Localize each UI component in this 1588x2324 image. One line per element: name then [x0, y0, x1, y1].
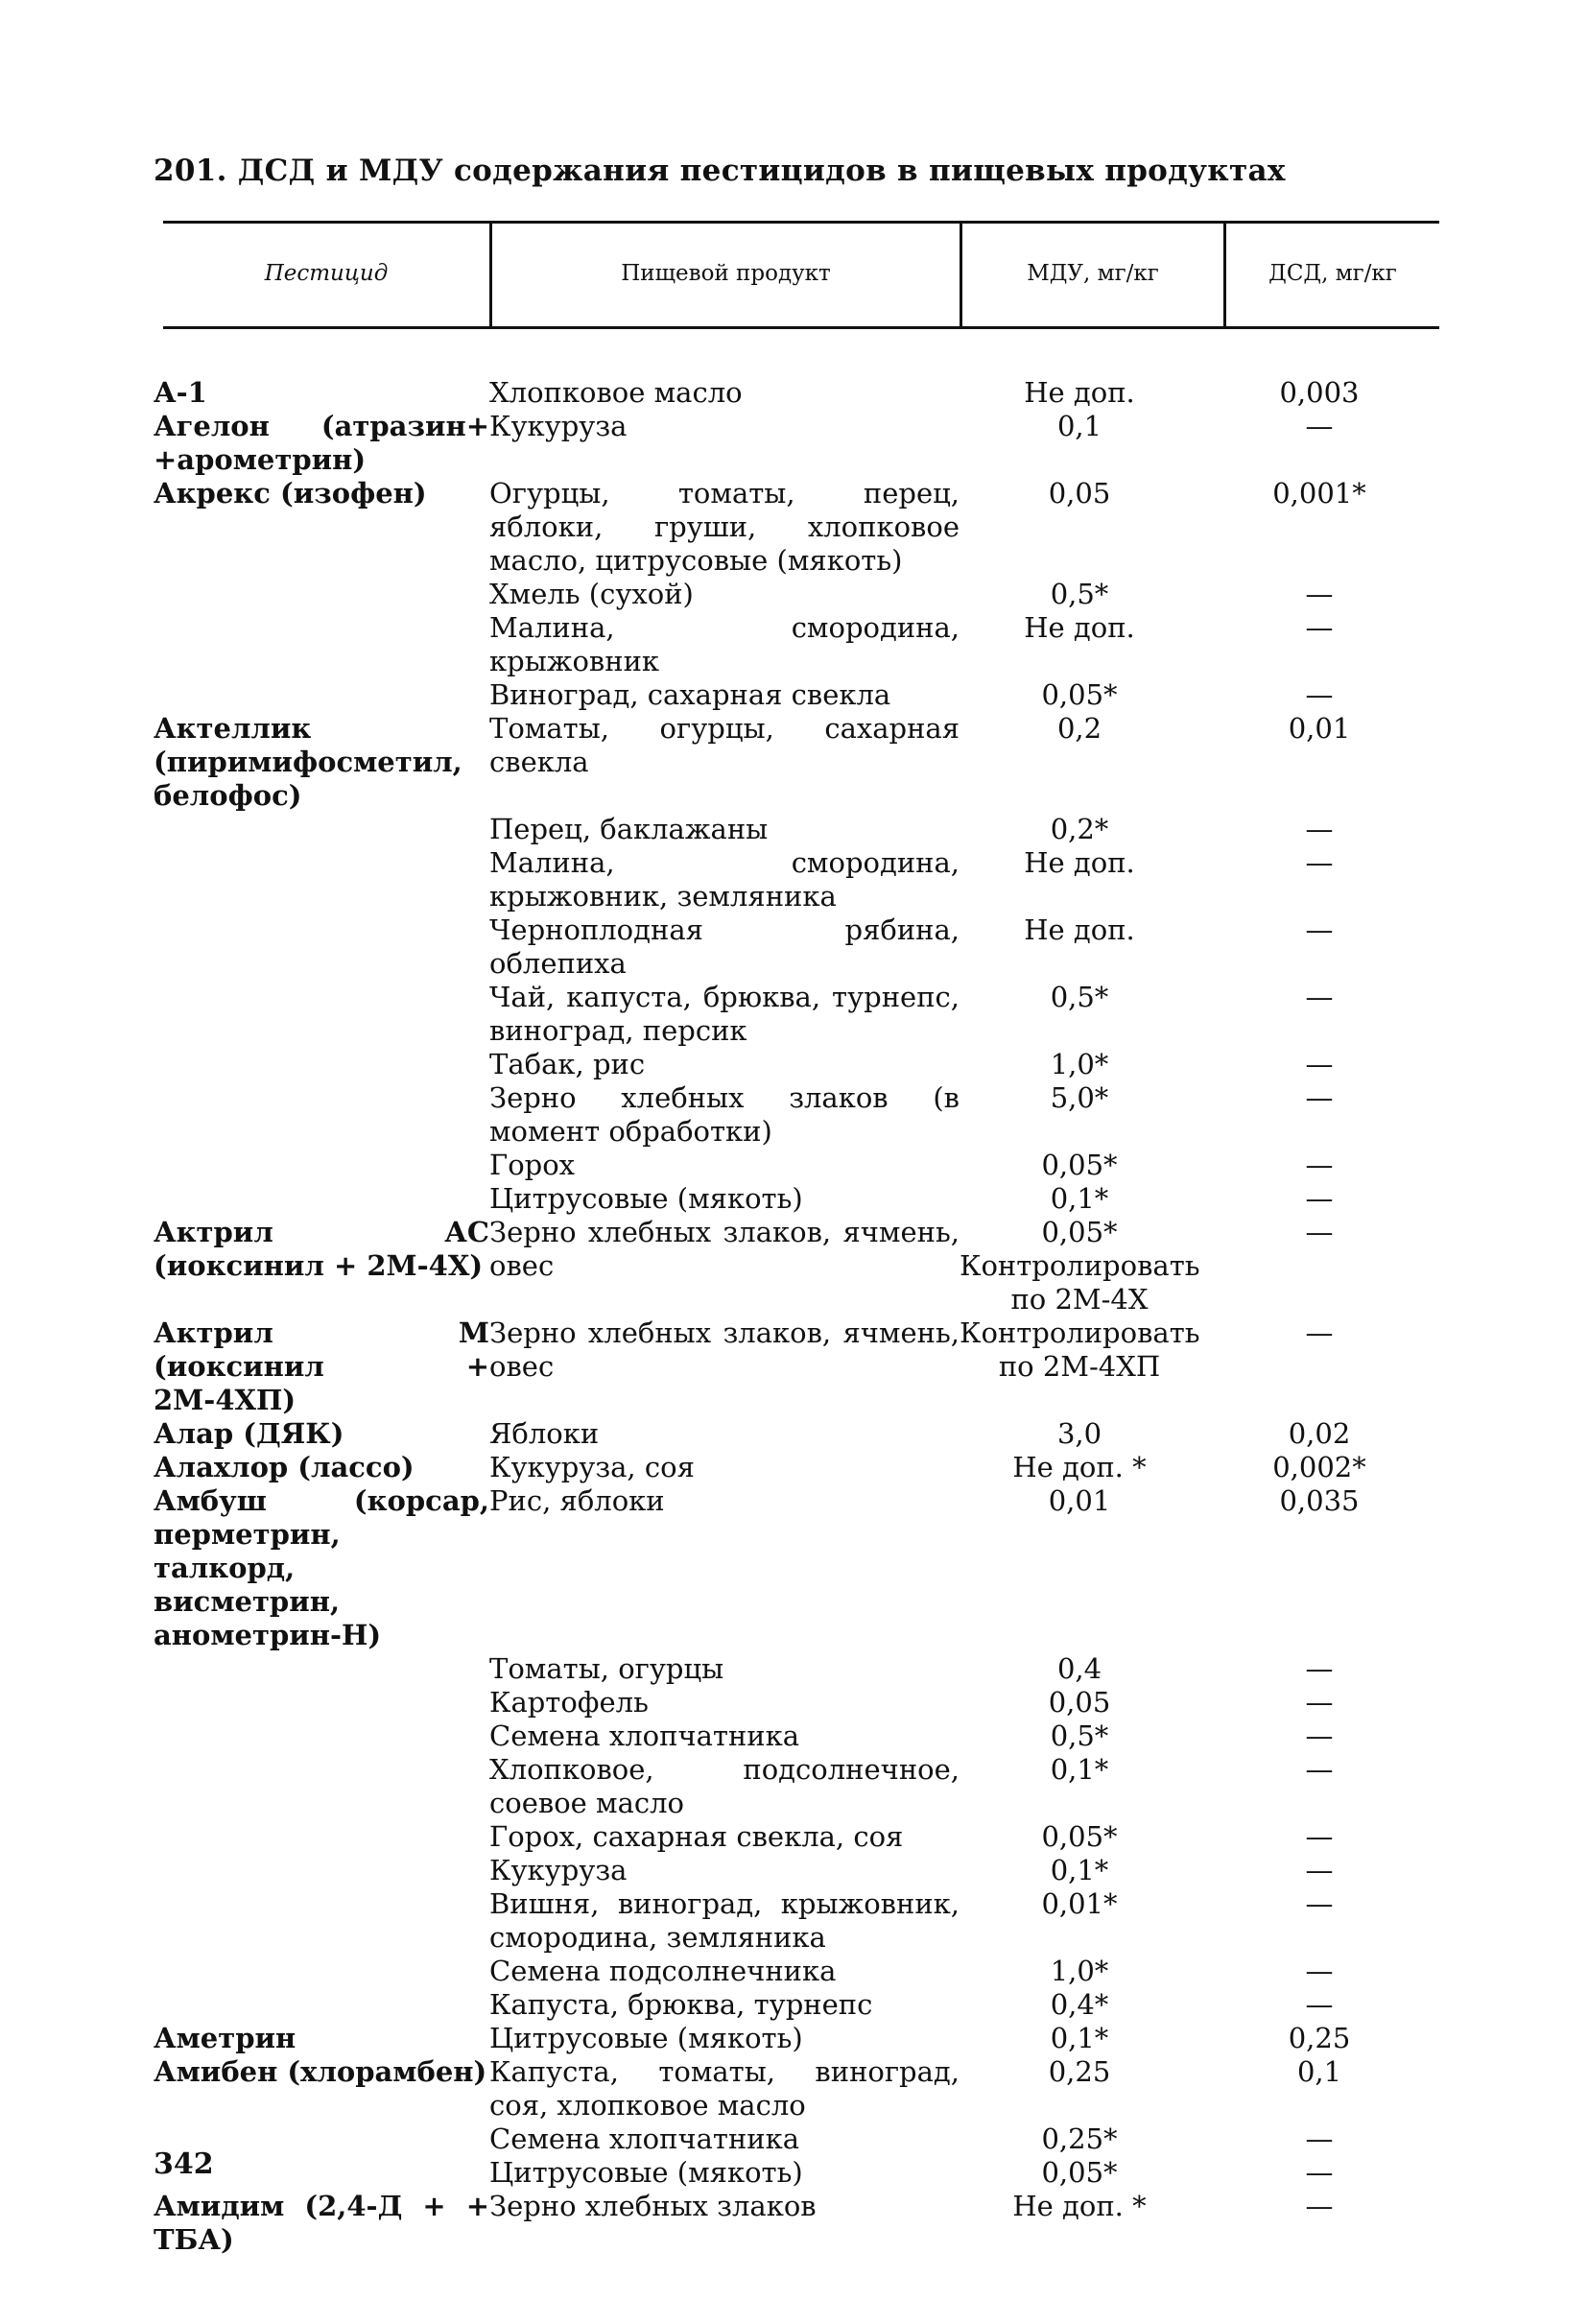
table-row: [154, 1081, 1439, 1149]
dsd-cell: —: [1305, 2156, 1334, 2189]
mdu-cell: 0,2*: [1050, 813, 1109, 845]
mdu-cell: 1,0*: [1050, 1955, 1109, 1987]
table-row: [154, 1854, 1439, 1887]
header-pesticide: Пестицид: [264, 261, 389, 286]
food-cell: Рис, яблоки: [489, 1484, 665, 1517]
food-cell: Хлопковое, подсолнечное, соевое масло: [489, 1753, 960, 1819]
dsd-cell: 0,003: [1279, 376, 1360, 409]
dsd-cell: —: [1305, 846, 1334, 879]
dsd-cell: —: [1305, 1955, 1334, 1987]
food-cell: Малина, смородина, крыжовник: [489, 611, 960, 677]
mdu-cell: 0,1*: [1050, 1854, 1109, 1886]
food-cell: Яблоки: [489, 1417, 600, 1450]
mdu-cell: 0,25*: [1041, 2122, 1118, 2155]
food-cell: Томаты, огурцы: [489, 1652, 724, 1685]
dsd-cell: —: [1305, 678, 1334, 711]
mdu-cell: 0,05* Контролировать по 2М-4Х: [960, 1216, 1200, 1316]
header-bottom-rule: [163, 326, 1439, 329]
pesticide-table: [154, 376, 1439, 2257]
mdu-cell: 0,05*: [1041, 1820, 1118, 1853]
mdu-cell: 0,5*: [1050, 981, 1109, 1013]
food-cell: Семена подсолнечника: [489, 1955, 837, 1987]
mdu-cell: Не доп. *: [1012, 2190, 1147, 2222]
header-top-rule: [163, 221, 1439, 224]
mdu-cell: 0,1*: [1050, 1182, 1109, 1215]
mdu-cell: 0,05: [1048, 1686, 1111, 1719]
pesticide-cell: [154, 913, 489, 981]
dsd-cell: —: [1305, 913, 1334, 946]
mdu-cell: Контролировать по 2М-4ХП: [960, 1316, 1200, 1383]
dsd-cell: —: [1305, 1081, 1334, 1114]
food-cell: Томаты, огурцы, сахарная свекла: [489, 712, 960, 778]
food-cell: Зерно хлебных злаков (в момент обработки): [489, 1081, 960, 1148]
dsd-cell: 0,002*: [1272, 1451, 1366, 1483]
table-row: [154, 1955, 1439, 1988]
food-cell: Хмель (сухой): [489, 578, 694, 610]
mdu-cell: Не доп.: [1024, 846, 1135, 879]
food-cell: Кукуруза: [489, 410, 628, 442]
table-row: [154, 1316, 1439, 1417]
pesticide-cell: Акрекс (изофен): [154, 477, 427, 510]
food-cell: Табак, рис: [489, 1048, 646, 1080]
pesticide-cell: [154, 1955, 489, 1988]
mdu-cell: 0,25: [1048, 2055, 1111, 2088]
food-cell: Кукуруза, соя: [489, 1451, 695, 1483]
food-cell: Цитрусовые (мякоть): [489, 2022, 803, 2054]
food-cell: Перец, баклажаны: [489, 813, 769, 845]
mdu-cell: Не доп.: [1024, 611, 1135, 644]
pesticide-cell: Амидим (2,4-Д + + ТБА): [154, 2190, 489, 2256]
dsd-cell: —: [1305, 611, 1334, 644]
table-row: [154, 1686, 1439, 1719]
pesticide-cell: [154, 1820, 489, 1854]
page-number: 342: [154, 2147, 214, 2181]
mdu-cell: 0,1*: [1050, 2022, 1109, 2054]
pesticide-cell: [154, 1048, 489, 1081]
pesticide-cell: Амибен (хлорамбен): [154, 2055, 487, 2088]
mdu-cell: 0,1: [1056, 410, 1102, 442]
table-row: [154, 2190, 1439, 2257]
table-row: [154, 1149, 1439, 1182]
table-row: [154, 1988, 1439, 2022]
dsd-cell: —: [1305, 1820, 1334, 1853]
food-cell: Капуста, томаты, виноград, соя, хлопковое масло: [489, 2055, 960, 2122]
pesticide-cell: [154, 1081, 489, 1149]
dsd-cell: —: [1305, 410, 1334, 442]
dsd-cell: 0,001*: [1272, 477, 1366, 510]
table-row: [154, 1417, 1439, 1451]
table-row: [154, 410, 1439, 477]
pesticide-cell: [154, 1182, 489, 1216]
dsd-cell: —: [1305, 1988, 1334, 2021]
pesticide-cell: [154, 1652, 489, 1686]
mdu-cell: 0,5*: [1050, 578, 1109, 610]
mdu-cell: 0,01: [1048, 1484, 1111, 1517]
table-row: [154, 477, 1439, 578]
mdu-cell: 0,1*: [1050, 1753, 1109, 1786]
mdu-cell: 0,05*: [1041, 2156, 1118, 2189]
pesticide-cell: [154, 678, 489, 712]
dsd-cell: —: [1305, 1048, 1334, 1080]
dsd-cell: —: [1305, 1216, 1334, 1248]
pesticide-cell: [154, 578, 489, 611]
food-cell: Хлопковое масло: [489, 376, 743, 409]
mdu-cell: 0,01*: [1041, 1887, 1118, 1920]
dsd-cell: 0,035: [1279, 1484, 1360, 1517]
food-cell: Семена хлопчатника: [489, 2122, 800, 2155]
table-row: [154, 2122, 1439, 2156]
dsd-cell: —: [1305, 1719, 1334, 1752]
pesticide-cell: [154, 981, 489, 1048]
food-cell: Капуста, брюква, турнепс: [489, 1988, 873, 2021]
table-row: [154, 846, 1439, 913]
dsd-cell: —: [1305, 1182, 1334, 1215]
pesticide-cell: Актеллик (пиримифосметил, белофос): [154, 712, 462, 812]
mdu-cell: Не доп.: [1024, 913, 1135, 946]
table-row: [154, 813, 1439, 846]
food-cell: Чай, капуста, брюква, турнепс, виноград, персик: [489, 981, 960, 1047]
table-row: [154, 1216, 1439, 1316]
dsd-cell: 0,02: [1288, 1417, 1351, 1450]
food-cell: Горох: [489, 1149, 576, 1181]
table-row: [154, 578, 1439, 611]
pesticide-cell: Актрил АС (иоксинил + 2М-4Х): [154, 1216, 489, 1282]
mdu-cell: 3,0: [1056, 1417, 1102, 1450]
table-row: [154, 2022, 1439, 2055]
pesticide-cell: Аметрин: [154, 2022, 296, 2054]
table-row: [154, 1887, 1439, 1955]
mdu-cell: Не доп. *: [1012, 1451, 1147, 1483]
mdu-cell: Не доп.: [1024, 376, 1135, 409]
table-row: [154, 913, 1439, 981]
mdu-cell: 0,4*: [1050, 1988, 1109, 2021]
mdu-cell: 0,4: [1056, 1652, 1102, 1685]
table-row: [154, 2156, 1439, 2190]
mdu-cell: 0,05*: [1041, 678, 1118, 711]
dsd-cell: 0,25: [1288, 2022, 1351, 2054]
mdu-cell: 0,2: [1056, 712, 1102, 745]
food-cell: Зерно хлебных злаков, ячмень, овес: [489, 1316, 960, 1383]
header-food: Пищевой продукт: [621, 261, 831, 286]
table-title: 201. ДСД и МДУ содержания пестицидов в пищевых продуктах: [154, 154, 1286, 188]
header-dsd: ДСД, мг/кг: [1268, 261, 1397, 286]
table-row: [154, 981, 1439, 1048]
food-cell: Зерно хлебных злаков: [489, 2190, 817, 2222]
food-cell: Зерно хлебных злаков, ячмень, овес: [489, 1216, 960, 1282]
food-cell: Черноплодная рябина, облепиха: [489, 913, 960, 980]
food-cell: Цитрусовые (мякоть): [489, 1182, 803, 1215]
pesticide-cell: [154, 611, 489, 678]
food-cell: Малина, смородина, крыжовник, земляника: [489, 846, 960, 913]
pesticide-cell: Агелон (атразин+ +арометрин): [154, 410, 489, 476]
table-row: [154, 376, 1439, 410]
table-row: [154, 1048, 1439, 1081]
pesticide-cell: Актрил М (иоксинил + 2М-4ХП): [154, 1316, 489, 1416]
table-row: [154, 1451, 1439, 1484]
pesticide-cell: Алар (ДЯК): [154, 1417, 344, 1450]
table-row: [154, 1753, 1439, 1820]
food-cell: Кукуруза: [489, 1854, 628, 1886]
dsd-cell: —: [1305, 813, 1334, 845]
table-row: [154, 611, 1439, 678]
table-row: [154, 1719, 1439, 1753]
dsd-cell: —: [1305, 1854, 1334, 1886]
pesticide-cell: [154, 1854, 489, 1887]
pesticide-cell: [154, 1753, 489, 1820]
pesticide-cell: [154, 1719, 489, 1753]
pesticide-cell: [154, 1149, 489, 1182]
table-row: [154, 1652, 1439, 1686]
dsd-cell: 0,01: [1288, 712, 1351, 745]
dsd-cell: 0,1: [1296, 2055, 1342, 2088]
table-row: [154, 1182, 1439, 1216]
food-cell: Цитрусовые (мякоть): [489, 2156, 803, 2189]
mdu-cell: 0,05: [1048, 477, 1111, 510]
pesticide-cell: [154, 1988, 489, 2022]
dsd-cell: —: [1305, 2122, 1334, 2155]
food-cell: Картофель: [489, 1686, 649, 1719]
table-row: [154, 1484, 1439, 1652]
dsd-cell: —: [1305, 1652, 1334, 1685]
header-mdu: МДУ, мг/кг: [1027, 261, 1159, 286]
dsd-cell: —: [1305, 578, 1334, 610]
pesticide-cell: [154, 846, 489, 913]
pesticide-cell: [154, 813, 489, 846]
food-cell: Вишня, виноград, крыжовник, смородина, земляника: [489, 1887, 960, 1954]
mdu-cell: 0,5*: [1050, 1719, 1109, 1752]
food-cell: Горох, сахарная свекла, соя: [489, 1820, 904, 1853]
dsd-cell: —: [1305, 2190, 1334, 2222]
dsd-cell: —: [1305, 981, 1334, 1013]
table-row: [154, 2055, 1439, 2122]
pesticide-cell: Амбуш (корсар, перметрин, талкорд, висметрин, анометрин-Н): [154, 1484, 489, 1651]
dsd-cell: —: [1305, 1149, 1334, 1181]
table-row: [154, 1820, 1439, 1854]
mdu-cell: 0,05*: [1041, 1149, 1118, 1181]
table-row: [154, 712, 1439, 813]
pesticide-cell: [154, 1686, 489, 1719]
food-cell: Семена хлопчатника: [489, 1719, 800, 1752]
mdu-cell: 5,0*: [1050, 1081, 1109, 1114]
pesticide-cell: [154, 1887, 489, 1955]
dsd-cell: —: [1305, 1686, 1334, 1719]
dsd-cell: —: [1305, 1316, 1334, 1349]
pesticide-cell: А-1: [154, 376, 207, 409]
dsd-cell: —: [1305, 1753, 1334, 1786]
food-cell: Огурцы, томаты, перец, яблоки, груши, хлопковое масло, цитрусовые (мякоть): [489, 477, 960, 577]
mdu-cell: 1,0*: [1050, 1048, 1109, 1080]
dsd-cell: —: [1305, 1887, 1334, 1920]
table-row: [154, 678, 1439, 712]
pesticide-cell: Алахлор (лассо): [154, 1451, 415, 1483]
food-cell: Виноград, сахарная свекла: [489, 678, 891, 711]
